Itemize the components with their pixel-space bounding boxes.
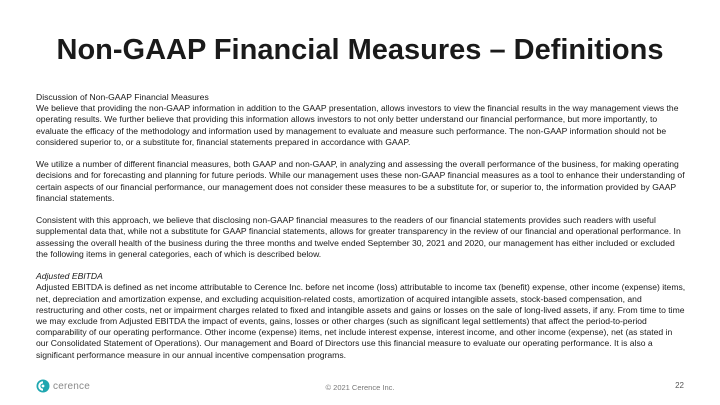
slide-title: Non-GAAP Financial Measures – Definitions (56, 34, 664, 66)
section-heading-adjusted-ebitda: Adjusted EBITDA (36, 271, 103, 282)
page-number: 22 (675, 381, 684, 390)
paragraph-approach: Consistent with this approach, we believe that disclosing non-GAAP financial measures to the readers of our financial statements provides such readers with useful supplemental data that, while not a substitute for GAAP financial statements, allows for greater transparency in the review of our financial and operational performance. In assessing the overall health of the business during the three months and twelve ended September 30, 2021 and 2020, our management has either included or excluded the following items in general categories, each of which is described below. (36, 215, 681, 259)
paragraph-intro: We believe that providing the non-GAAP information in addition to the GAAP presentation, allows investors to view the financial results in the way management views the operating results. We further believe that providing this information allows investors to not only better understand our financial performance, but more importantly, to evaluate the efficacy of the methodology and information used by management to evaluate and measure such performance. The non-GAAP information should not be considered superior to, or a substitute for, financial statements prepared in accordance with GAAP. (36, 103, 679, 147)
paragraph-adjusted-ebitda: Adjusted EBITDA is defined as net income attributable to Cerence Inc. before net income (loss) attributable to income tax (benefit) expense, other income (expense) items, net, depreciation and amortization expense, and excluding acquisition-related costs, amortization of acquired intangible assets, stock-based compensation, and restructuring and other costs, net or impairment charges related to fixed and intangible assets and gains or losses on the sale of long-lived assets, if any. From time to time we may exclude from Adjusted EBITDA the impact of events, gains, losses or other charges (such as significant legal settlements) that affect the period-to-period comparability of our operating performance. Other income (expense) items, net include interest expense, interest income, and other income (expense), net (as stated in our Consolidated Statement of Operations). Our management and Board of Directors use this financial measure to evaluate our operating performance. It is also a significant performance measure in our annual incentive compensation programs. (36, 282, 686, 360)
slide-body (36, 92, 686, 372)
section-heading-discussion: Discussion of Non-GAAP Financial Measures (36, 92, 209, 102)
paragraph-measures: We utilize a number of different financial measures, both GAAP and non-GAAP, in analyzing and assessing the overall performance of the business, for making operating decisions and for forecasting and planning for future periods. While our management uses these non-GAAP financial measures as a tool to enhance their understanding of certain aspects of our financial performance, our management does not consider these measures to be a substitute for, or superior to, the information provided by GAAP financial statements. (36, 159, 685, 203)
cerence-logo-text: cerence (53, 380, 90, 392)
copyright-notice: © 2021 Cerence Inc. (325, 383, 395, 392)
